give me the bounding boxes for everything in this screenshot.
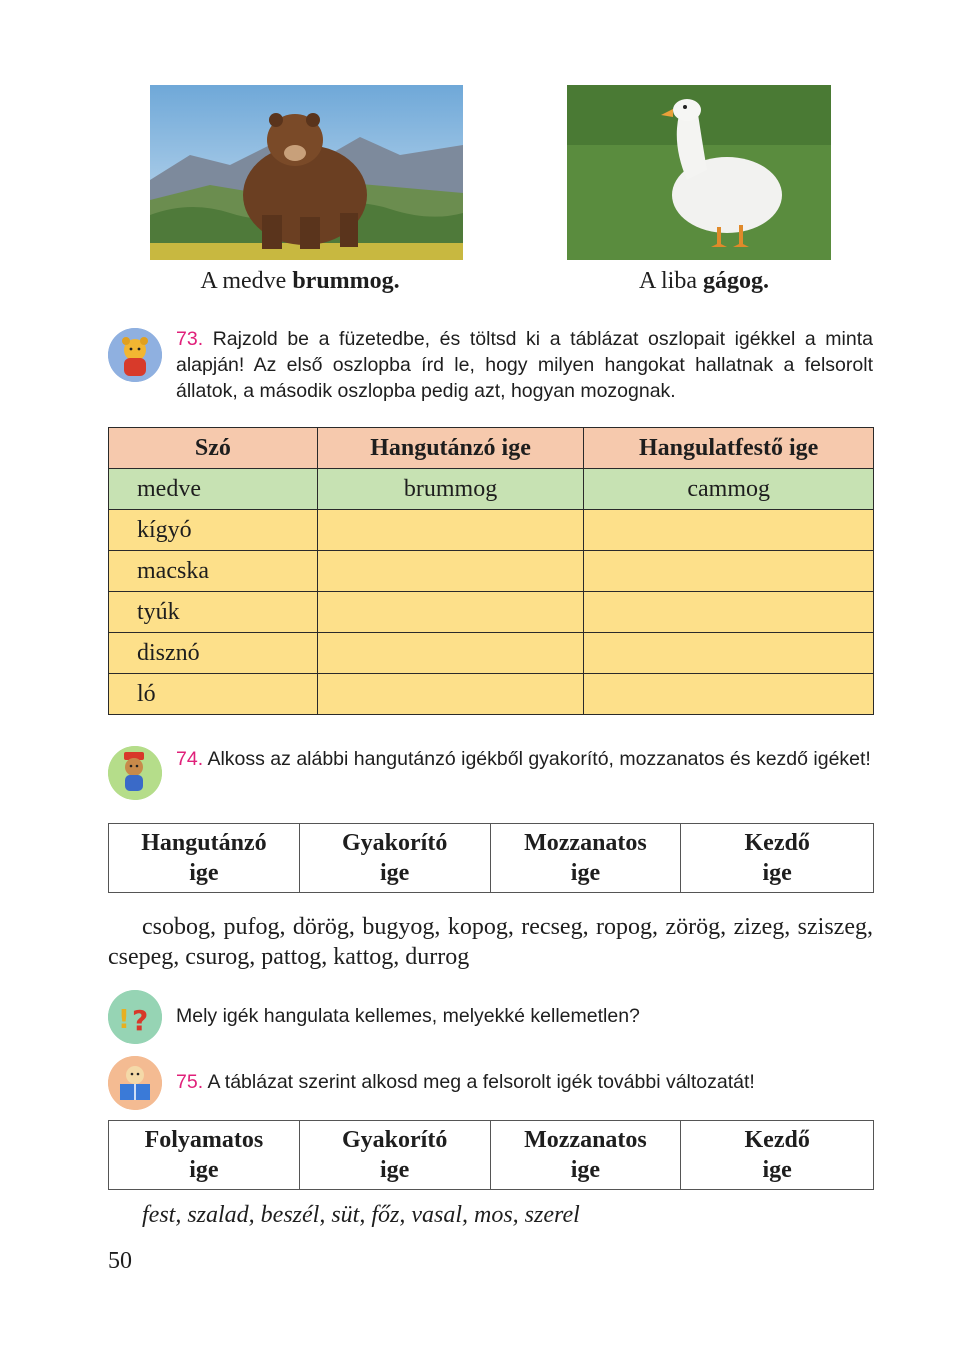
blank-cell — [584, 674, 874, 715]
svg-text:!: ! — [118, 1005, 130, 1035]
row-word: macska — [109, 551, 318, 592]
blank-cell — [317, 551, 584, 592]
header-kezdo-ige: Kezdő ige — [681, 824, 874, 893]
blank-cell — [584, 633, 874, 674]
header-kezdo-ige: Kezdő ige — [681, 1121, 874, 1190]
exercise-75-word-list: fest, szalad, beszél, süt, főz, vasal, mos, szerel — [142, 1202, 580, 1228]
header-szo: Szó — [109, 428, 318, 469]
exercise-73-text: Rajzold be a füzetedbe, és töltsd ki a táblázat oszlopait igékkel a minta alapján! Az első oszlopba írd le, hogy milyen hangokat hallatnak a felsorolt állatok, a második oszlopba pedig azt, hogyan mozognak. — [176, 328, 873, 402]
blank-cell — [317, 592, 584, 633]
row-word: kígyó — [109, 510, 318, 551]
goose-caption — [544, 268, 864, 295]
bear-caption-verb: brummog. — [292, 268, 400, 294]
exercise-74-number: 74. — [176, 748, 204, 770]
exercise-74-instruction — [176, 746, 873, 772]
table-row — [109, 551, 874, 592]
exercise-75-number: 75. — [176, 1071, 204, 1093]
question-text: Mely igék hangulata kellemes, melyekké kellemetlen? — [176, 1005, 640, 1027]
row-word: disznó — [109, 633, 318, 674]
row-word: tyúk — [109, 592, 318, 633]
question-mark-icon — [108, 990, 162, 1044]
bear-photo — [150, 85, 463, 260]
header-hangulatfesto: Hangulatfestő ige — [584, 428, 874, 469]
sample-hangulatfesto: cammog — [584, 469, 874, 510]
cartoon-character-icon — [108, 746, 162, 800]
blank-cell — [584, 510, 874, 551]
exercise-73-number: 73. — [176, 328, 204, 350]
exercise-75-instruction — [176, 1069, 873, 1095]
blank-cell — [584, 592, 874, 633]
table-header-row — [109, 824, 874, 893]
header-hangutanzo-ige: Hangutánzó ige — [109, 824, 300, 893]
exercise-75-text: A táblázat szerint alkosd meg a felsorolt igék további változatát! — [203, 1071, 755, 1093]
header-gyakorito-ige: Gyakorító ige — [299, 824, 490, 893]
exercise-73-instruction — [176, 326, 873, 404]
reading-cartoon-icon — [108, 1056, 162, 1110]
blank-cell — [584, 551, 874, 592]
bear-caption — [140, 268, 460, 295]
row-word: ló — [109, 674, 318, 715]
exercise-73-table — [108, 427, 874, 715]
header-gyakorito-ige: Gyakorító ige — [299, 1121, 490, 1190]
header-folyamatos-ige: Folyamatos ige — [109, 1121, 300, 1190]
goose-caption-text: A liba — [639, 268, 703, 294]
header-hangutanzo: Hangutánzó ige — [317, 428, 584, 469]
header-mozzanatos-ige: Mozzanatos ige — [490, 1121, 681, 1190]
table-row — [109, 510, 874, 551]
table-row — [109, 592, 874, 633]
table-header-row — [109, 1121, 874, 1190]
blank-cell — [317, 633, 584, 674]
table-header-row — [109, 428, 874, 469]
header-mozzanatos-ige: Mozzanatos ige — [490, 824, 681, 893]
exercise-74-text: Alkoss az alábbi hangutánzó igékből gyakorító, mozzanatos és kezdő igéket! — [203, 748, 871, 770]
exercise-74-table — [108, 823, 874, 893]
page-number: 50 — [108, 1248, 132, 1274]
blank-cell — [317, 674, 584, 715]
sample-word: medve — [109, 469, 318, 510]
bear-caption-text: A medve — [200, 268, 293, 294]
table-row — [109, 633, 874, 674]
exercise-75-table — [108, 1120, 874, 1190]
goose-caption-verb: gágog. — [703, 268, 769, 294]
sample-hangutanzo: brummog — [317, 469, 584, 510]
bear-cartoon-icon — [108, 328, 162, 382]
table-row — [109, 674, 874, 715]
goose-photo — [567, 85, 831, 260]
exercise-74-word-list: csobog, pufog, dörög, bugyog, kopog, recseg, ropog, zörög, zizeg, sziszeg, csepeg, csurog, pattog, kattog, durrog — [108, 914, 873, 970]
svg-text:?: ? — [132, 1004, 149, 1037]
blank-cell — [317, 510, 584, 551]
table-row — [109, 469, 874, 510]
